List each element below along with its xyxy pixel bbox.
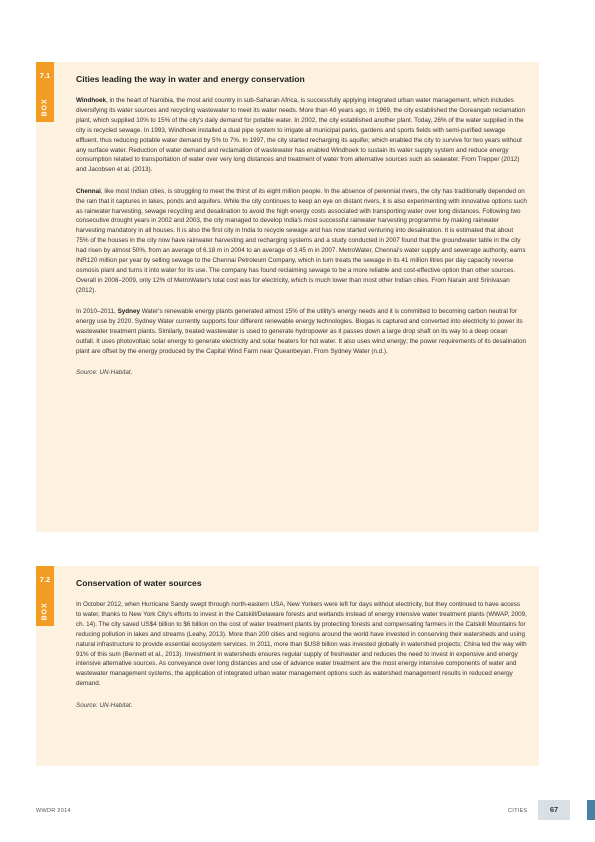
paragraph-text: , in the heart of Namibia, the most arid country in sub-Saharan Africa, is successfully applying integrated urban water management, which includes diversifying its water sources and recycling wastewater to meet its water needs. More than 40 years ago, in 1969, the city established the Goreangab reclamation plant, which supplied 10% to 15% of the city's daily demand for potable water. In 2002, the city established another plant. Today, 26% of the water supplied in the city is recycled sewage. In 1993, Windhoek installed a dual pipe system to irrigate all municipal parks, gardens and sports fields with semi-purified sewage effluent, thus reducing potable water demand by 5% to 7%. In 1997, the city started recharging its aquifer, which enabled the city to survive for two years without any surface water. Reduction of water demand and reclamation of wastewater has enabled Windhoek to sustain its water supply system and reduce energy consumption related to transportation of water over very long distances and treatment of water from alternative sources such as seawater. From Trepper (2012) and Jacobsen et al. (2013). — [76, 97, 526, 174]
box-tab — [36, 62, 54, 122]
city-name: Sydney — [117, 308, 140, 316]
paragraph-chennai — [76, 187, 527, 296]
box-tab — [36, 566, 54, 626]
box-number: 7.2 — [39, 575, 51, 584]
box-body — [76, 96, 527, 390]
paragraph-windhoek — [76, 96, 527, 175]
city-name: Windhoek — [76, 97, 107, 104]
footer-report-name: WWDR 2014 — [36, 808, 71, 814]
footer-section-name: CITIES — [508, 808, 528, 814]
box-body — [76, 600, 527, 722]
box-7-2 — [36, 566, 539, 766]
box-label: BOX — [41, 98, 49, 117]
box-title: Conservation of water sources — [76, 578, 202, 588]
city-name: Chennai — [76, 187, 101, 195]
box-number: 7.1 — [39, 71, 51, 80]
page-number-tab — [538, 800, 570, 820]
paragraph-text: In 2010–2011, — [76, 308, 118, 316]
edge-stripe — [587, 800, 595, 820]
source-note: Source: UN-Habitat. — [76, 369, 133, 377]
source-note: Source: UN-Habitat. — [76, 701, 133, 709]
box-title: Cities leading the way in water and energy conservation — [76, 74, 305, 84]
box-label: BOX — [41, 602, 49, 621]
paragraph-sydney — [76, 307, 527, 357]
paragraph-text: Water's renewable energy plants generated almost 15% of the utility's energy needs and it is committed to becoming carbon neutral for energy use by 2020. Sydney Water currently supports four different renewable energy technologies. Biogas is captured and converted into electricity to power its wastewater treatment plants. Similarly, treated wastewater is used to generate hydropower as it passes down a large drop shaft on its way to a deep ocean outfall. It uses photovoltaic solar energy to generate electricity and solar heaters for hot water. It also uses wind energy; the power requirements of its desalination plant are offset by the energy produced by the Capital Wind Farm near Queanbeyan. From Sydney Water (n.d.). — [76, 308, 527, 355]
paragraph-text: , like most Indian cities, is struggling to meet the thirst of its eight million people. In the absence of perennial rivers, the city has traditionally depended on the rain that it captures in lakes, ponds and aquifers. While the city continues to keep an eye on distant rivers, it is also experimenting with innovative options such as rainwater harvesting, sewage recycling and desalination to avoid the high energy costs associated with transporting water over long distances. Following two consecutive drought years in 2002 and 2003, the city managed to develop India's most successful rainwater harvesting programme by making rainwater harvesting mandatory in all houses. It is also the first city in India to recycle sewage and has now started venturing into desalination. It is estimated that about 75% of the houses in the city now have rainwater harvesting and recharging systems and a study conducted in 2007 found that the groundwater table in the city had risen by almost 50%, from an average of 6.18 m in 2004 to an average of 3.45 m in 2007. MetroWater, Chennai's water supply and sewerage authority, earns INR120 million per year by selling sewage to the Chennai Petroleum Company, which in turn treats the sewage in its 41 million litres per day capacity reverse osmosis plant and turns it into water for its use. The company has found reclaiming sewage to be a more reliable and cost-effective option than other sources. Overall in 2008–2009, only 12% of MetroWater's total cost was for electricity, which is much lower than most other Indian cities. From Narain and Srinivasan (2012). — [76, 187, 527, 294]
box-7-1 — [36, 62, 539, 532]
page-number: 67 — [549, 805, 559, 814]
paragraph-new-york: In October 2012, when Hurricane Sandy swept through north-eastern USA, New Yorkers were left for days without electricity, but they continued to have access to water, thanks to New York City's efforts to invest in the Catskill/Delaware forests and wetlands instead of energy intensive water treatment plants (WWAP, 2009, ch. 14). The city saved US$4 billion to $6 billion on the cost of water treatment plants by protecting forests and compensating farmers in the Catskill Mountains for reducing pollution in lakes and streams (Leahy, 2013). More than 200 cities and regions around the world have invested in conserving their watersheds and using natural infrastructure to provide essential ecosystem services. In 2011, more than $US8 billion was invested globally in watershed projects; China led the way with 91% of this sum (Bennett et al., 2013). Investment in watersheds ensures regular supply of freshwater and reduces the need to invest in expensive and energy intensive alternative sources. As conveyance over long distances and use of advance water treatment are the most energy intensive components of water and wastewater management systems, the application of integrated urban water management options such as watershed management results in reduced energy demand. — [76, 601, 527, 688]
